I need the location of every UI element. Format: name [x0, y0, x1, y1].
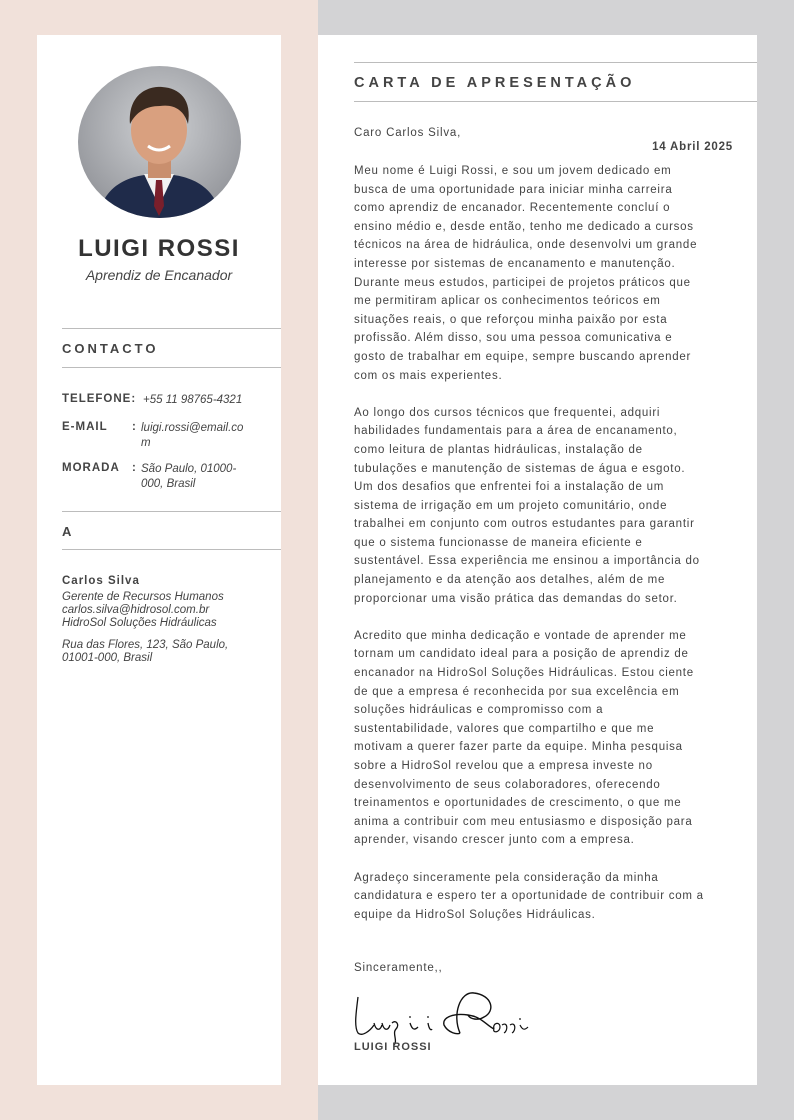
greeting: Caro Carlos Silva, — [354, 127, 462, 139]
paragraph: Ao longo dos cursos técnicos que frequentei, adquiri habilidades fundamentais para a área de encanamento, como leitura de plantas hidráulicas, instalação de tubulações e manutenção de sistemas de água e esgoto. Um dos desafios que enfrentei foi a instalação de um sistema de irrigação em um projeto comunitário, onde trabalhei em conjunto com outros estudantes para garantir que o sistema funcionasse de maneira eficiente e sustentável. Essa experiência me ensinou a importância do planejamento e da atenção aos detalhes, além de me proporcionar uma visão prática das demandas do setor. — [354, 406, 700, 605]
divider — [354, 101, 757, 102]
divider — [62, 328, 281, 329]
address-colon: : — [132, 462, 136, 474]
recipient-email: carlos.silva@hidrosol.com.br — [62, 604, 210, 616]
candidate-name: LUIGI ROSSI — [78, 235, 240, 262]
recipient-name: Carlos Silva — [62, 575, 140, 587]
sidebar-panel — [37, 35, 281, 1085]
email-value: luigi.rossi@email.co m — [141, 422, 244, 449]
divider — [62, 549, 281, 550]
profile-photo — [78, 66, 241, 218]
phone-value: +55 11 98765-4321 — [143, 394, 243, 406]
recipient-section-title: A — [62, 524, 75, 539]
recipient-company: HidroSol Soluções Hidráulicas — [62, 617, 217, 629]
email-colon: : — [132, 421, 136, 433]
letter-date: 14 Abril 2025 — [652, 141, 733, 153]
email-label: E-MAIL — [62, 421, 108, 433]
address-label: MORADA — [62, 462, 120, 474]
recipient-address-line: Rua das Flores, 123, São Paulo, — [62, 639, 229, 651]
phone-label: TELEFONE: — [62, 393, 137, 405]
handwritten-signature — [352, 985, 538, 1045]
portrait-image — [78, 66, 241, 218]
recipient-title: Gerente de Recursos Humanos — [62, 591, 224, 603]
contact-section-title: CONTACTO — [62, 341, 159, 356]
divider — [354, 62, 757, 63]
signature-name: LUIGI ROSSI — [354, 1041, 432, 1053]
letter-panel — [318, 35, 757, 1085]
recipient-address-line: 01001-000, Brasil — [62, 652, 153, 664]
letter-title: CARTA DE APRESENTAÇÃO — [354, 75, 636, 91]
letter-body — [354, 162, 734, 943]
divider — [62, 367, 281, 368]
address-value: São Paulo, 01000- 000, Brasil — [141, 463, 237, 490]
paragraph: Meu nome é Luigi Rossi, e sou um jovem dedicado em busca de uma oportunidade para iniciar minha carreira como aprendiz de encanador. Recentemente concluí o ensino médio e, desde então, tenho me dedicado a cursos técnicos na área de hidráulica, onde desenvolvi um grande interesse por sistemas de encanamento e manutenção. Durante meus estudos, participei de projetos práticos que me permitiram aplicar os conhecimentos teóricos em situações reais, o que reforçou minha paixão por esta profissão. Além disso, sou uma pessoa comunicativa e gosto de trabalhar em equipe, sempre buscando aprender com os mais experientes. — [354, 165, 698, 382]
paragraph: Agradeço sinceramente pela consideração da minha candidatura e espero ter a oportunidade de contribuir com a equipe da HidroSol Soluções Hidráulicas. — [354, 871, 704, 921]
candidate-role: Aprendiz de Encanador — [85, 267, 233, 283]
paragraph: Acredito que minha dedicação e vontade de aprender me tornam um candidato ideal para a posição de aprendiz de encanador na HidroSol Soluções Hidráulicas. Estou ciente de que a empresa é reconhecida por sua excelência em soluções hidráulicas e compromisso com a sustentabilidade, valores que compartilho e que me motivam a querer fazer parte da equipe. Minha pesquisa sobre a HidroSol revelou que a empresa investe no desenvolvimento de seus colaboradores, oferecendo treinamentos e oportunidades de crescimento, o que me anima a contribuir com meu entusiasmo e disposição para aprender, visando crescer junto com a empresa. — [354, 629, 694, 847]
closing: Sinceramente,, — [354, 962, 443, 974]
divider — [62, 511, 281, 512]
